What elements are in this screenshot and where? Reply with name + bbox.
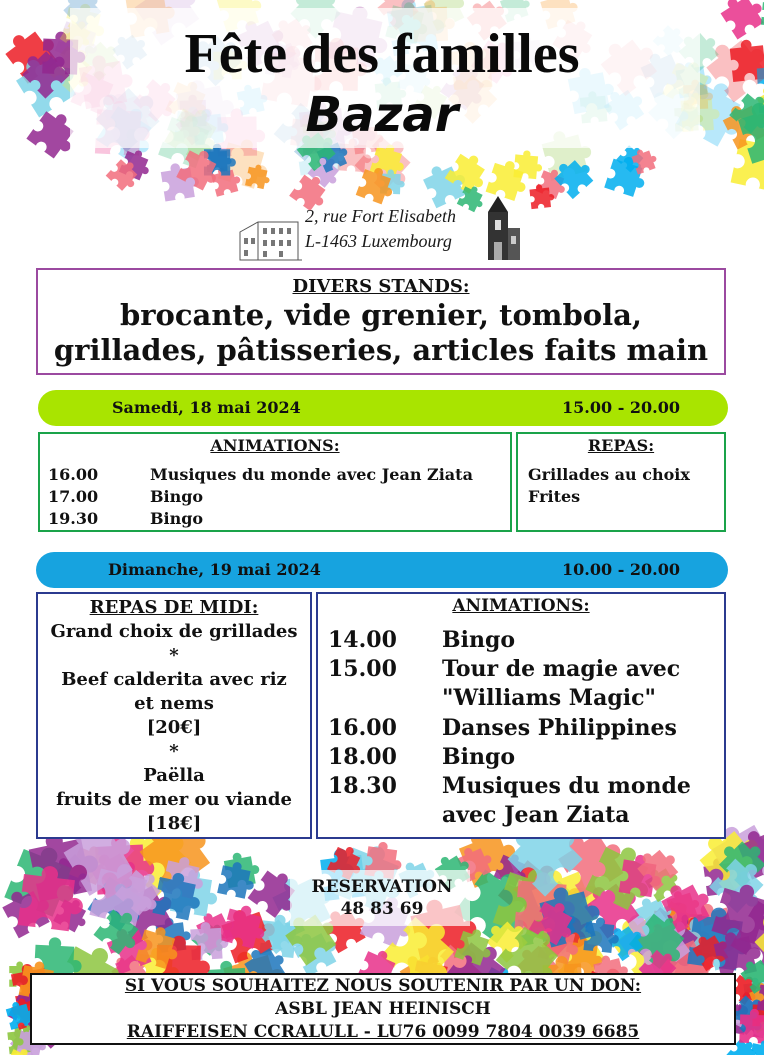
sunday-anim-time: 18.00: [328, 744, 397, 770]
donation-iban: RAIFFEISEN CCRALULL - LU76 0099 7804 0039 6685: [126, 1022, 640, 1042]
sunday-midi-box: [36, 592, 312, 839]
saturday-animations-heading: ANIMATIONS:: [210, 436, 340, 455]
donation-box: [30, 973, 736, 1045]
sunday-anim-label: "Williams Magic": [442, 685, 656, 711]
donation-org: ASBL JEAN HEINISCH: [275, 999, 491, 1019]
reservation-phone: 48 83 69: [340, 899, 424, 919]
reservation-label: RESERVATION: [311, 877, 453, 897]
sunday-hours: 10.00 - 20.00: [562, 560, 680, 579]
sunday-anim-time: 14.00: [328, 627, 397, 653]
sunday-date: Dimanche, 19 mai 2024: [108, 560, 321, 579]
address: [305, 204, 495, 254]
midi-separator: *: [169, 741, 179, 762]
stands-line-1: brocante, vide grenier, tombola,: [119, 298, 643, 332]
saturday-anim-label: Bingo: [150, 487, 204, 506]
saturday-anim-label: Musiques du monde avec Jean Ziata: [150, 465, 473, 484]
midi-line: et nems: [134, 693, 214, 714]
saturday-repas-item: Frites: [528, 487, 581, 506]
saturday-repas-box: [516, 432, 726, 532]
sunday-midi-heading: REPAS DE MIDI:: [89, 597, 259, 618]
saturday-date: Samedi, 18 mai 2024: [112, 398, 301, 417]
sunday-anim-label: avec Jean Ziata: [442, 802, 630, 828]
midi-line: fruits de mer ou viande: [56, 789, 292, 810]
sunday-animations-box: [316, 592, 726, 839]
midi-line: Beef calderita avec riz: [61, 669, 287, 690]
sunday-anim-time: 16.00: [328, 715, 397, 741]
midi-price: [18€]: [146, 813, 202, 834]
saturday-animations-box: [38, 432, 512, 532]
saturday-repas-heading: REPAS:: [587, 436, 655, 455]
building-sketch-icon: [236, 212, 302, 264]
sunday-banner: [36, 552, 728, 588]
midi-separator: *: [169, 645, 179, 666]
midi-line: Grand choix de grillades: [50, 621, 298, 642]
saturday-hours: 15.00 - 20.00: [562, 398, 680, 417]
saturday-anim-label: Bingo: [150, 509, 204, 528]
stands-heading: DIVERS STANDS:: [292, 276, 470, 297]
page-title: Fête des familles: [184, 23, 580, 85]
midi-price: [20€]: [146, 717, 202, 738]
midi-line: Paëlla: [143, 765, 205, 786]
sunday-animations-heading: ANIMATIONS:: [452, 596, 590, 616]
saturday-anim-time: 17.00: [48, 487, 99, 506]
sunday-anim-label: Musiques du monde: [442, 773, 691, 799]
stands-line-2: grillades, pâtisseries, articles faits main: [53, 333, 709, 367]
sunday-anim-label: Tour de magie avec: [442, 656, 681, 682]
saturday-anim-time: 16.00: [48, 465, 99, 484]
stands-box: [36, 268, 726, 375]
sunday-anim-label: Danses Philippines: [442, 715, 677, 741]
reservation: [0, 876, 764, 920]
sunday-anim-time: 18.30: [328, 773, 397, 799]
sunday-anim-time: 15.00: [328, 656, 397, 682]
sunday-anim-label: Bingo: [442, 744, 516, 770]
sunday-anim-label: Bingo: [442, 627, 516, 653]
address-city: L-1463 Luxembourg: [305, 231, 452, 251]
donation-heading: SI VOUS SOUHAITEZ NOUS SOUTENIR PAR UN DON:: [124, 976, 642, 996]
address-street: 2, rue Fort Elisabeth: [305, 206, 456, 226]
saturday-repas-item: Grillades au choix: [528, 465, 690, 484]
page-subtitle: Bazar: [305, 87, 459, 143]
saturday-anim-time: 19.30: [48, 509, 99, 528]
saturday-banner: [38, 390, 728, 426]
